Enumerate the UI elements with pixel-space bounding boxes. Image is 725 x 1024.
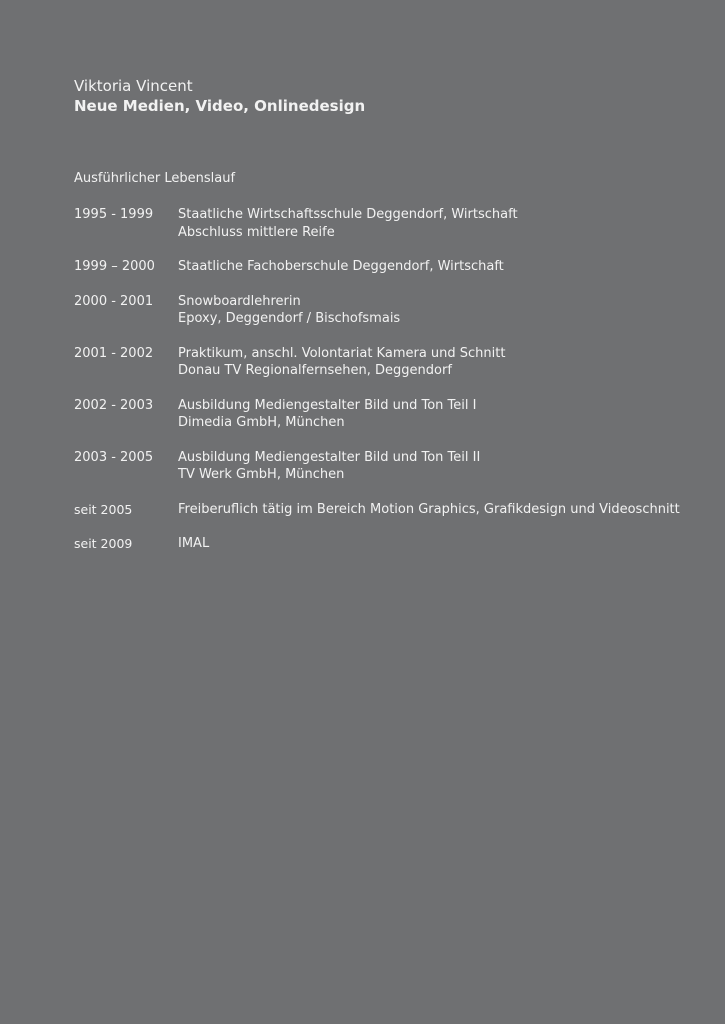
cv-entry-line: Ausbildung Mediengestalter Bild und Ton Teil II [178,449,481,465]
cv-entry-line: TV Werk GmbH, München [178,467,345,482]
cv-entry-date: 2002 - 2003 [74,397,154,413]
cv-entry-date: seit 2009 [74,536,133,551]
cv-entry-list [74,206,714,553]
cv-entry-description [178,293,714,328]
cv-entry-date: 1999 – 2000 [74,259,155,274]
cv-entry-description [178,258,714,276]
cv-entry [74,345,714,380]
cv-entry-description [178,397,714,432]
cv-entry-description [178,345,714,380]
cv-entry-line: Epoxy, Deggendorf / Bischofsmais [178,311,401,326]
person-name: Viktoria Vincent [74,77,193,95]
cv-entry-date: seit 2005 [74,501,133,517]
cv-entry-date: 1995 - 1999 [74,207,154,222]
cv-entry-line: Snowboardlehrerin [178,293,301,309]
cv-entry [74,206,714,241]
cv-entry-date: 2000 - 2001 [74,293,154,309]
cv-entry-description [178,535,714,553]
cv-entry-line: Donau TV Regionalfernsehen, Deggendorf [178,363,452,378]
cv-entry [74,293,714,328]
cv-entry-date: 2003 - 2005 [74,449,154,465]
cv-entry-description [178,501,714,519]
cv-entry-line: Staatliche Fachoberschule Deggendorf, Wirtschaft [178,259,504,274]
cv-entry-line: Freiberuflich tätig im Bereich Motion Graphics, Grafikdesign und Videoschnitt [178,501,680,517]
cv-entry [74,258,714,276]
cv-page [74,76,714,570]
cv-entry-description [178,449,714,484]
cv-entry-line: Staatliche Wirtschaftsschule Deggendorf, Wirtschaft [178,207,518,222]
cv-entry-line: Abschluss mittlere Reife [178,224,335,240]
cv-entry [74,535,714,553]
cv-entry [74,449,714,484]
professional-title: Neue Medien, Video, Onlinedesign [74,97,366,115]
cv-entry [74,501,714,519]
cv-entry-line: Ausbildung Mediengestalter Bild und Ton Teil I [178,397,477,413]
cv-entry-line: IMAL [178,536,210,551]
section-title: Ausführlicher Lebenslauf [74,171,236,186]
cv-entry-date: 2001 - 2002 [74,345,154,361]
cv-entry-description [178,206,714,241]
cv-entry [74,397,714,432]
cv-entry-line: Praktikum, anschl. Volontariat Kamera und Schnitt [178,345,506,361]
cv-entry-line: Dimedia GmbH, München [178,415,345,430]
